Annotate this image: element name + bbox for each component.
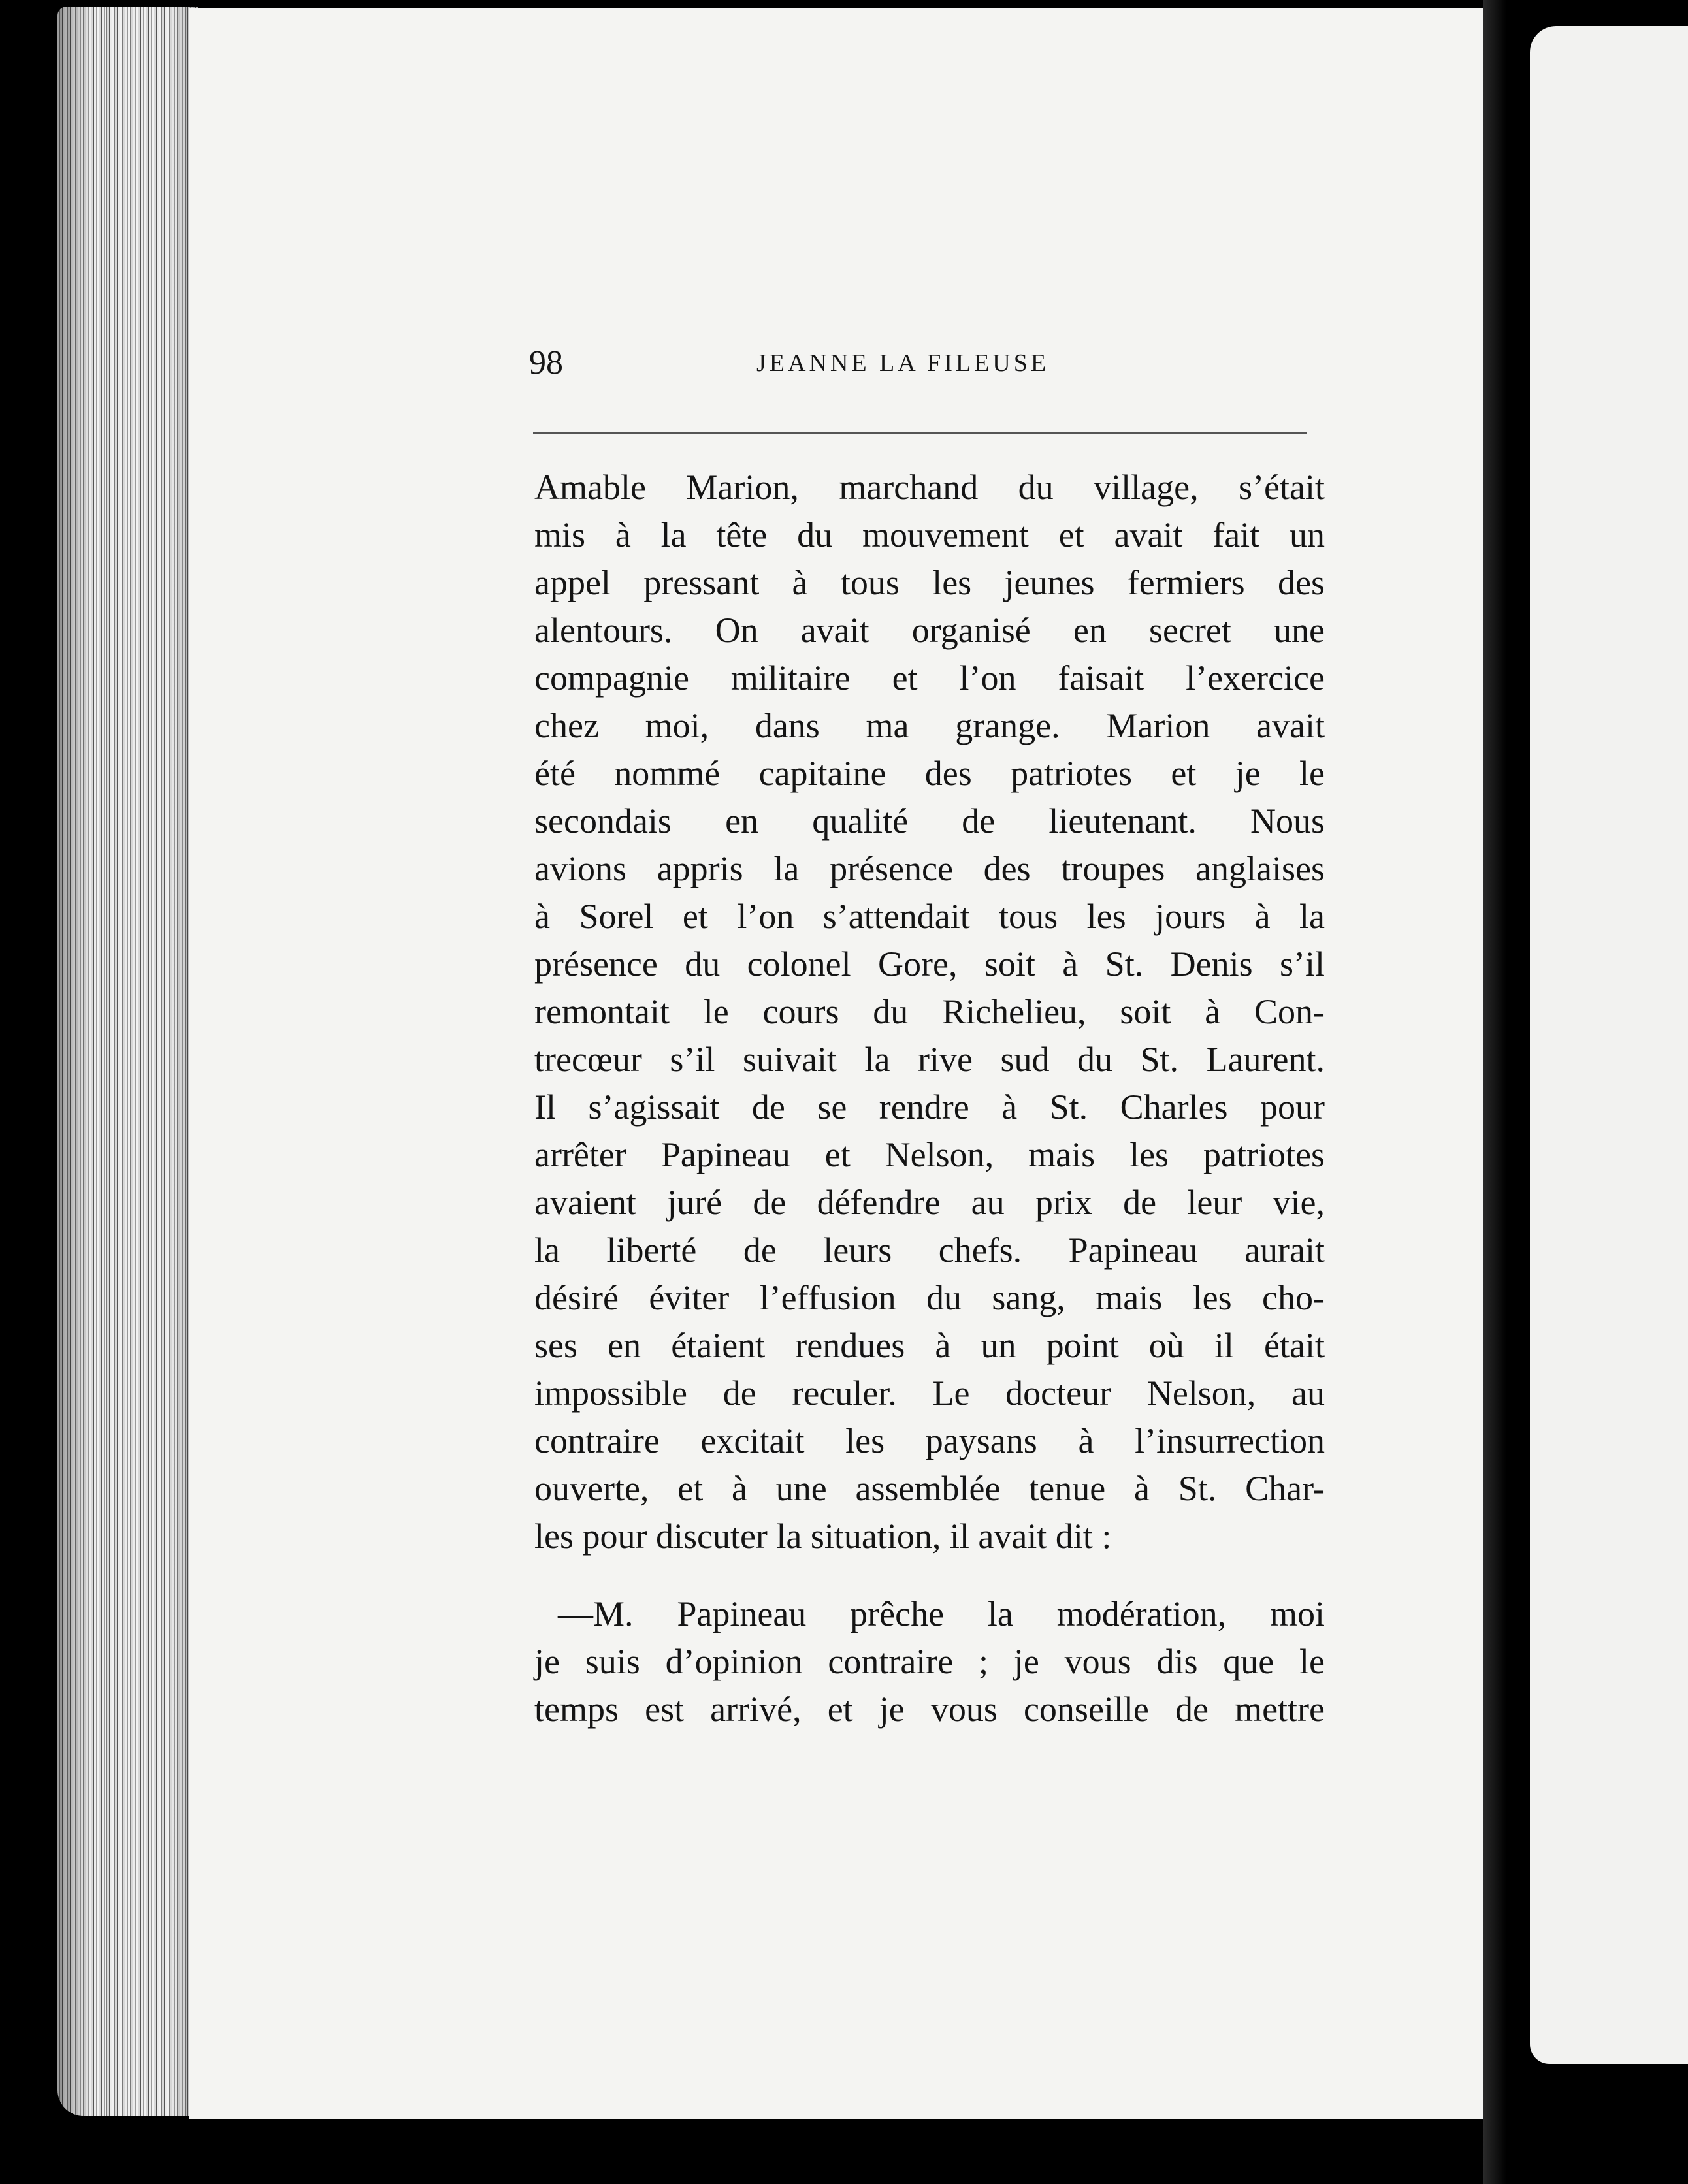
text-line: temps est arrivé, et je vous conseille de mettre [534,1690,1325,1729]
text-line: été nommé capitaine des patriotes et je le [534,754,1325,793]
text-line: Il s’agissait de se rendre à St. Charles pour [534,1087,1325,1127]
body-text [534,464,1325,1733]
paragraph [534,1590,1325,1733]
text-line: remontait le cours du Richelieu, soit à Con- [534,992,1325,1031]
page-header [529,340,1313,392]
text-line: désiré éviter l’effusion du sang, mais les cho- [534,1278,1325,1317]
text-line: alentours. On avait organisé en secret une [534,611,1325,650]
text-line: la liberté de leurs chefs. Papineau aurait [534,1230,1325,1270]
paragraph-gap [534,1560,1325,1590]
text-line: secondais en qualité de lieutenant. Nous [534,801,1325,841]
paragraph [534,464,1325,1560]
text-line: avaient juré de défendre au prix de leur vie, [534,1183,1325,1222]
text-line: appel pressant à tous les jeunes fermiers des [534,563,1325,602]
text-line: chez moi, dans ma grange. Marion avait [534,706,1325,745]
book-spine [1483,0,1522,2184]
running-head: JEANNE LA FILEUSE [756,349,1050,377]
text-line: arrêter Papineau et Nelson, mais les patriotes [534,1135,1325,1174]
text-line: compagnie militaire et l’on faisait l’exercice [534,658,1325,698]
facing-page-edge [1530,26,1688,2064]
text-line: avions appris la présence des troupes anglaises [534,849,1325,888]
page-number: 98 [529,344,563,381]
text-line: —M. Papineau prêche la modération, moi [558,1594,1325,1633]
text-line: mis à la tête du mouvement et avait fait un [534,515,1325,554]
text-line: les pour discuter la situation, il avait dit : [534,1517,1112,1556]
text-line: je suis d’opinion contraire ; je vous dis que le [534,1642,1325,1681]
page-edges [57,7,198,2116]
text-line: ses en étaient rendues à un point où il était [534,1326,1325,1365]
text-line: présence du colonel Gore, soit à St. Denis s’il [534,944,1325,984]
text-line: impossible de reculer. Le docteur Nelson, au [534,1373,1325,1413]
text-line: Amable Marion, marchand du village, s’était [534,468,1325,507]
text-line: trecœur s’il suivait la rive sud du St. Laurent. [534,1040,1325,1079]
text-line: ouverte, et à une assemblée tenue à St. Char- [534,1469,1325,1508]
text-line: contraire excitait les paysans à l’insurrection [534,1421,1325,1460]
header-rule [533,432,1307,434]
text-line: à Sorel et l’on s’attendait tous les jours à la [534,897,1325,936]
